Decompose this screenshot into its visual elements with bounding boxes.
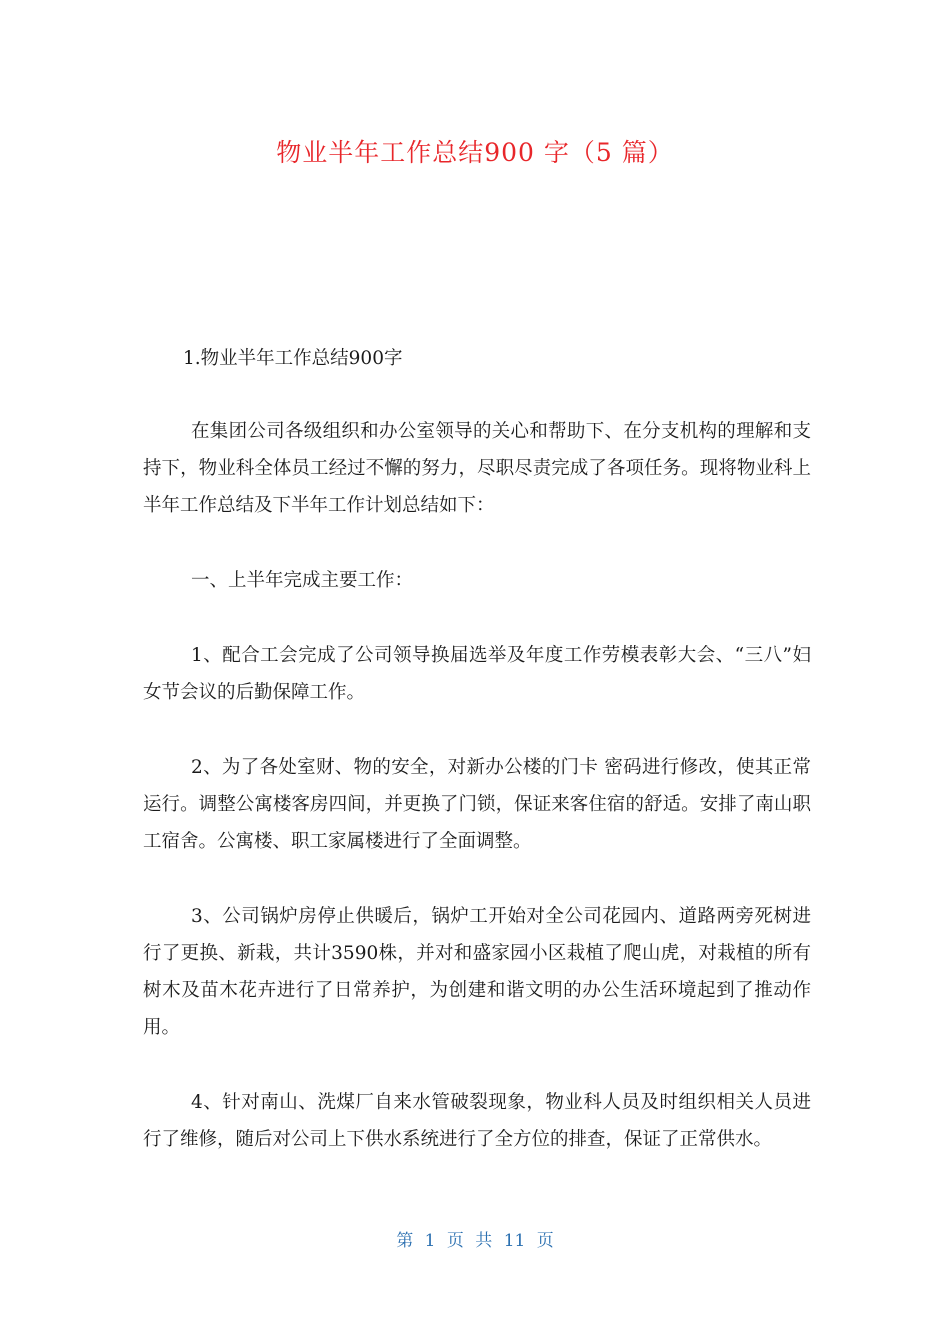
document-body	[143, 340, 811, 1158]
document-title: 物业半年工作总结900 字（5 篇）	[276, 138, 674, 167]
paragraph-heading-one: 一、上半年完成主要工作：	[191, 570, 414, 591]
paragraph-item-1: 1、配合工会完成了公司领导换届选举及年度工作劳模表彰大会、“三八”妇女节会议的后勤保障工作。	[143, 645, 811, 703]
section-heading: 1.物业半年工作总结900字	[183, 348, 403, 369]
paragraph-item-2: 2、为了各处室财、物的安全，对新办公楼的门卡 密码进行修改，使其正常运行。调整公寓楼客房四间，并更换了门锁，保证来客住宿的舒适。安排了南山职工宿舍。公寓楼、职工家属楼进行了全面调整。	[143, 757, 811, 852]
paragraph-item-3: 3、公司锅炉房停止供暖后，锅炉工开始对全公司花园内、道路两旁死树进行了更换、新栽，共计3590株，并对和盛家园小区栽植了爬山虎，对栽植的所有树木及苗木花卉进行了日常养护，为创建和谐文明的办公生活环境起到了推动作用。	[143, 906, 811, 1038]
paragraph-intro: 在集团公司各级组织和办公室领导的关心和帮助下、在分支机构的理解和支持下，物业科全体员工经过不懈的努力，尽职尽责完成了各项任务。现将物业科上半年工作总结及下半年工作计划总结如下：	[143, 421, 811, 516]
paragraph-item-4: 4、针对南山、洗煤厂自来水管破裂现象，物业科人员及时组织相关人员进行了维修，随后对公司上下供水系统进行了全方位的排查，保证了正常供水。	[143, 1092, 811, 1150]
page-number-footer: 第 1 页 共 11 页	[396, 1231, 554, 1251]
